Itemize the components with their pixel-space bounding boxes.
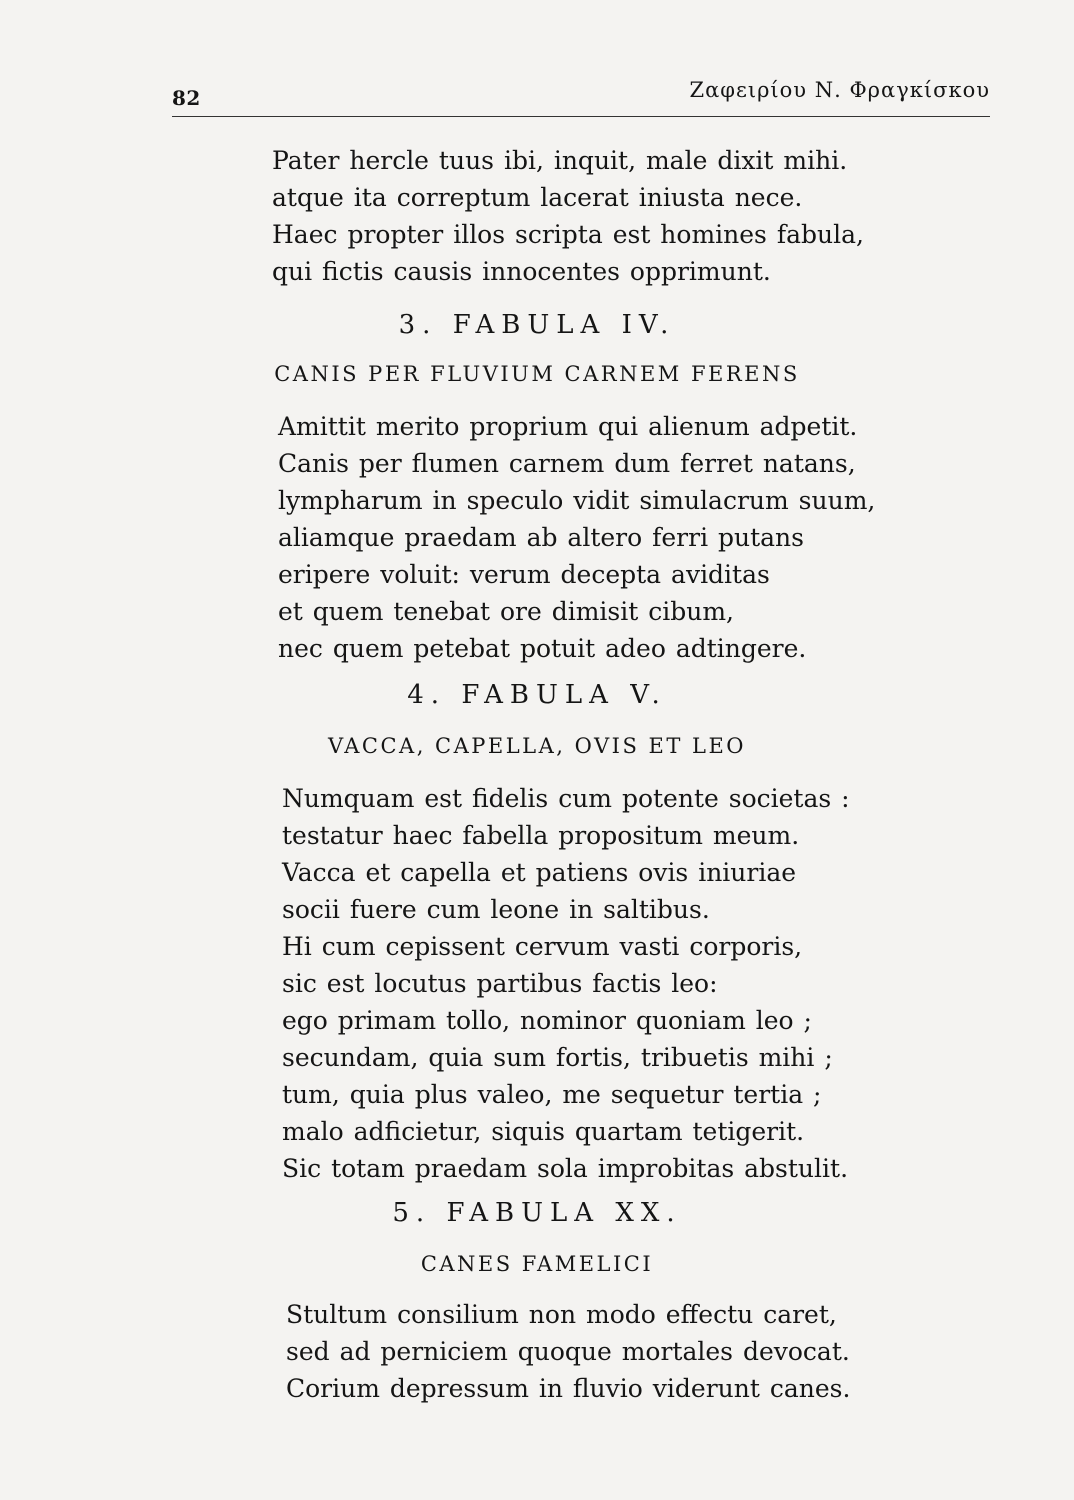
fable-verse <box>282 780 922 1187</box>
verse-line: Canis per flumen carnem dum ferret natans, <box>278 449 856 478</box>
verse-line: qui fictis causis innocentes opprimunt. <box>272 257 771 286</box>
verse-line: nec quem petebat potuit adeo adtingere. <box>278 634 807 663</box>
verse-line: et quem tenebat ore dimisit cibum, <box>278 597 734 626</box>
verse-line: tum, quia plus valeo, me sequetur tertia ; <box>282 1080 822 1109</box>
verse-line: malo adficietur, siquis quartam tetigerit. <box>282 1117 805 1146</box>
verse-line: Haec propter illos scripta est homines fabula, <box>272 220 864 249</box>
intro-verse <box>272 142 912 290</box>
verse-line: lympharum in speculo vidit simulacrum suum, <box>278 486 876 515</box>
verse-line: socii fuere cum leone in saltibus. <box>282 895 710 924</box>
fable-title: VACCA, CAPELLA, OVIS ET LEO <box>327 734 747 758</box>
verse-line: Numquam est fidelis cum potente societas : <box>282 784 850 813</box>
verse-line: Sic totam praedam sola improbitas abstulit. <box>282 1154 849 1183</box>
verse-line: Vacca et capella et patiens ovis iniuriae <box>282 858 797 887</box>
verse-line: Pater hercle tuus ibi, inquit, male dixit mihi. <box>272 146 848 175</box>
verse-line: eripere voluit: verum decepta aviditas <box>278 560 770 589</box>
verse-line: testatur haec fabella propositum meum. <box>282 821 800 850</box>
running-title: Ζαφειρίου Ν. Φραγκίσκου <box>689 78 990 102</box>
fable-heading: 5. FABULA XX. <box>392 1198 682 1228</box>
fable-title: CANIS PER FLUVIUM CARNEM FERENS <box>274 362 800 386</box>
verse-line: secundam, quia sum fortis, tribuetis mihi ; <box>282 1043 833 1072</box>
verse-line: Stultum consilium non modo effectu caret, <box>286 1300 837 1329</box>
verse-line: ego primam tollo, nominor quoniam leo ; <box>282 1006 812 1035</box>
fable-heading: 4. FABULA V. <box>407 680 667 710</box>
verse-line: atque ita correptum lacerat iniusta nece. <box>272 183 803 212</box>
fable-heading: 3. FABULA IV. <box>398 310 676 340</box>
verse-line: Amittit merito proprium qui alienum adpetit. <box>278 412 858 441</box>
verse-line: aliamque praedam ab altero ferri putans <box>278 523 804 552</box>
page-header <box>172 76 990 117</box>
fable-verse <box>278 408 918 667</box>
page-number: 82 <box>172 86 201 110</box>
fable-verse <box>286 1296 926 1407</box>
verse-line: Corium depressum in fluvio viderunt canes. <box>286 1374 851 1403</box>
verse-line: sic est locutus partibus factis leo: <box>282 969 718 998</box>
verse-line: Hi cum cepissent cervum vasti corporis, <box>282 932 803 961</box>
fable-title: CANES FAMELICI <box>420 1252 654 1276</box>
verse-line: sed ad perniciem quoque mortales devocat. <box>286 1337 850 1366</box>
